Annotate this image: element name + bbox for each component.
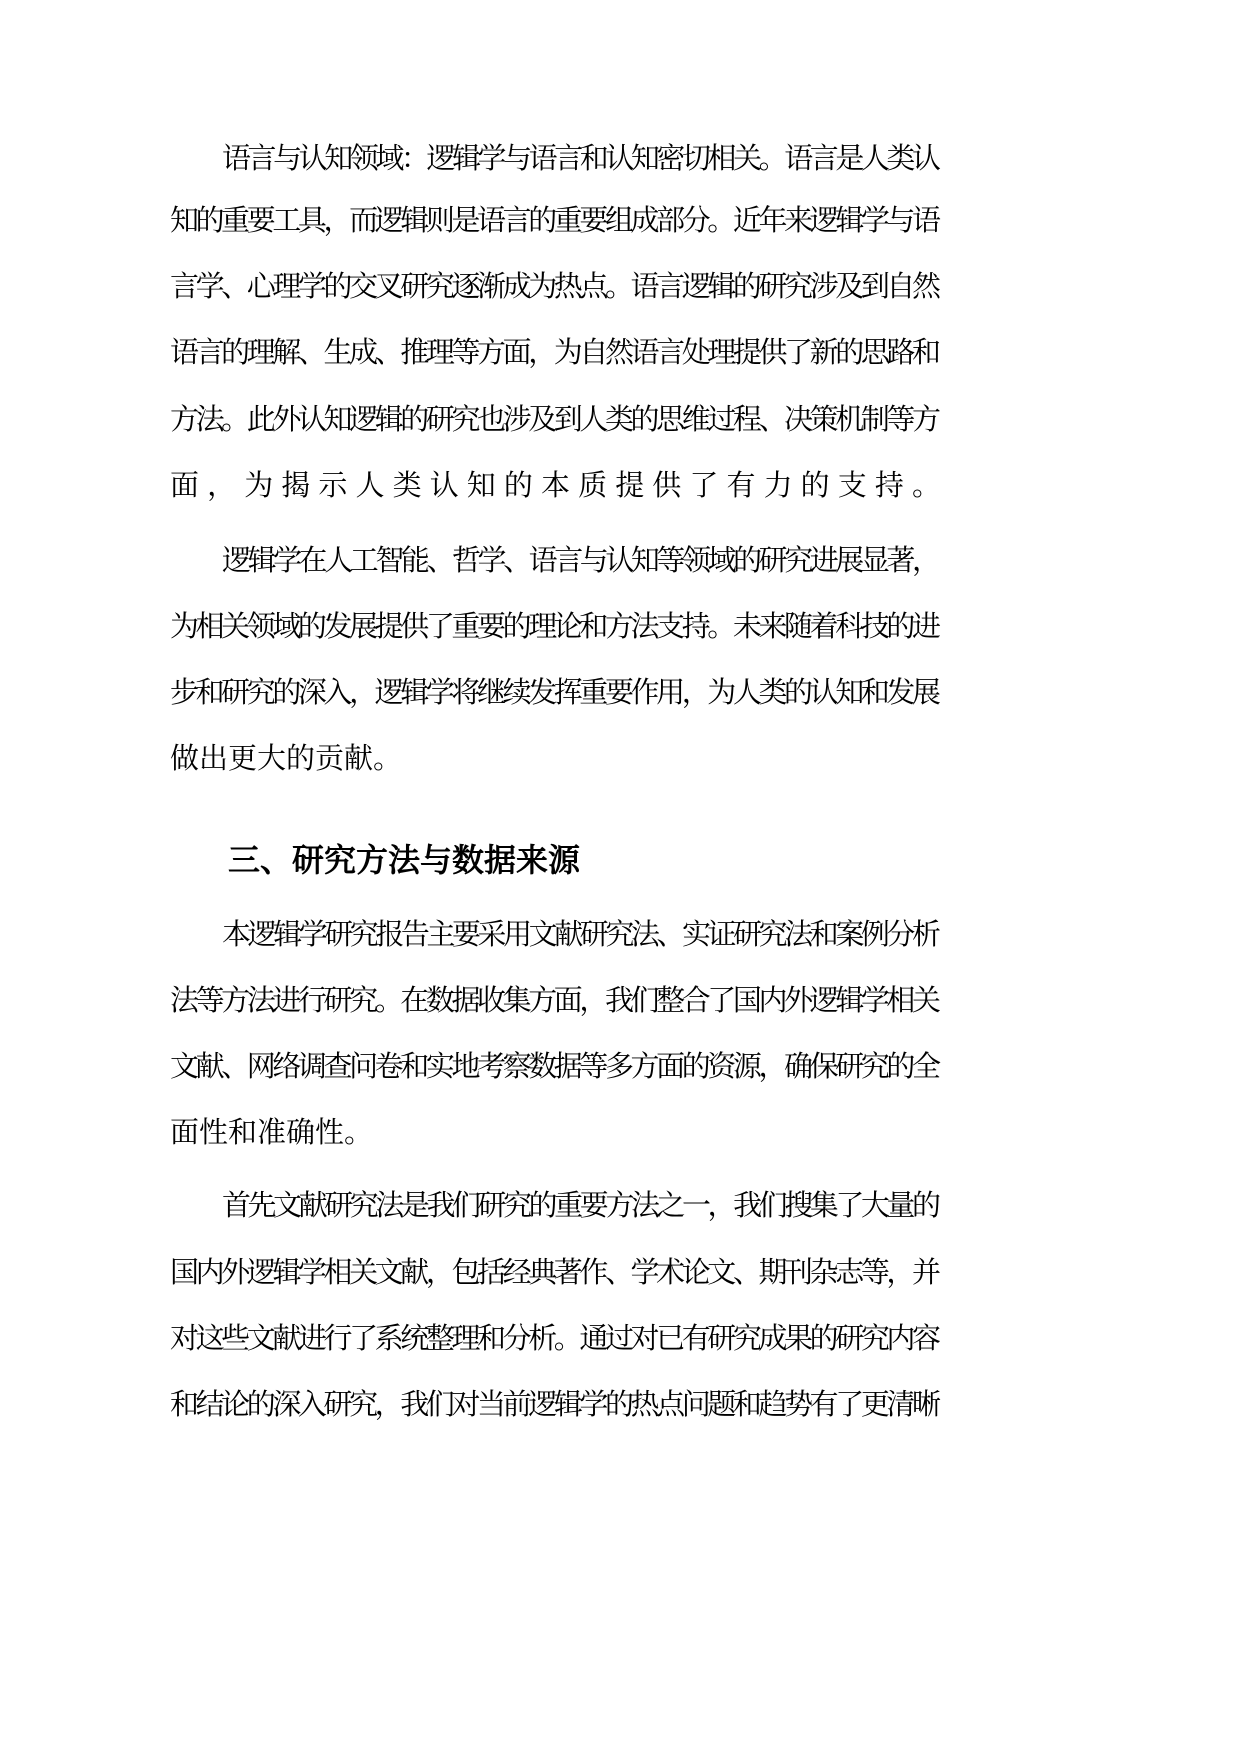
- paragraph-1-line-6: 面，为揭示人类认知的本质提供了有力的支持。: [170, 468, 950, 502]
- paragraph-1-line-1: 语言与认知领域：逻辑学与语言和认知密切相关。语言是人类认: [222, 141, 938, 175]
- section-paragraph-1-line-1: 本逻辑学研究报告主要采用文献研究法、实证研究法和案例分析: [222, 917, 938, 951]
- paragraph-2-line-1: 逻辑学在人工智能、哲学、语言与认知等领域的研究进展显著，: [222, 543, 938, 577]
- section-paragraph-1-line-3: 文献、网络调查问卷和实地考察数据等多方面的资源，确保研究的全: [170, 1049, 938, 1083]
- paragraph-2-line-4: 做出更大的贡献。: [170, 741, 403, 775]
- section-heading: 三、研究方法与数据来源: [228, 841, 581, 879]
- paragraph-1-line-3: 言学、心理学的交叉研究逐渐成为热点。语言逻辑的研究涉及到自然: [170, 269, 938, 303]
- section-paragraph-2-line-3: 对这些文献进行了系统整理和分析。通过对已有研究成果的研究内容: [170, 1321, 938, 1355]
- section-paragraph-2-line-4: 和结论的深入研究，我们对当前逻辑学的热点问题和趋势有了更清晰: [170, 1387, 938, 1421]
- paragraph-1-line-4: 语言的理解、生成、推理等方面，为自然语言处理提供了新的思路和: [170, 335, 938, 369]
- section-paragraph-2-line-1: 首先文献研究法是我们研究的重要方法之一，我们搜集了大量的: [222, 1188, 938, 1222]
- section-paragraph-1-line-4: 面性和准确性。: [170, 1115, 374, 1149]
- paragraph-2-line-3: 步和研究的深入，逻辑学将继续发挥重要作用，为人类的认知和发展: [170, 675, 938, 709]
- paragraph-1-line-2: 知的重要工具，而逻辑则是语言的重要组成部分。近年来逻辑学与语: [170, 203, 938, 237]
- paragraph-2-line-2: 为相关领域的发展提供了重要的理论和方法支持。未来随着科技的进: [170, 609, 938, 643]
- paragraph-1-line-5: 方法。此外认知逻辑的研究也涉及到人类的思维过程、决策机制等方: [170, 402, 938, 436]
- section-paragraph-2-line-2: 国内外逻辑学相关文献，包括经典著作、学术论文、期刊杂志等，并: [170, 1255, 938, 1289]
- section-paragraph-1-line-2: 法等方法进行研究。在数据收集方面，我们整合了国内外逻辑学相关: [170, 983, 938, 1017]
